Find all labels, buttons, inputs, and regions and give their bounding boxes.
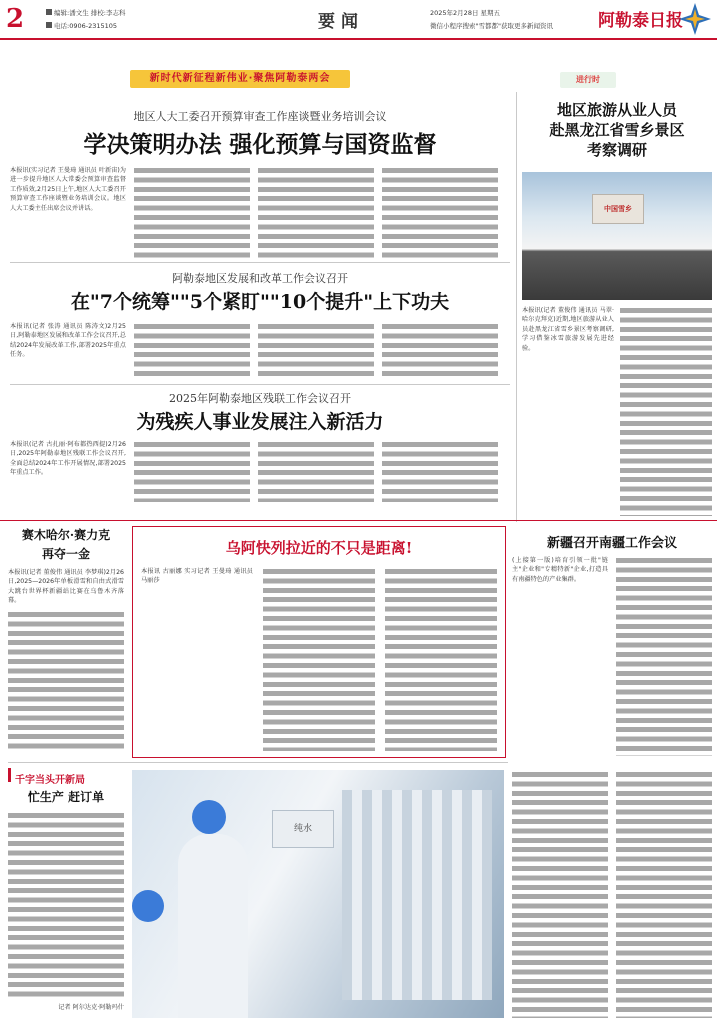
feature-headline: 乌阿快列拉近的不只是距离!	[225, 539, 413, 557]
column-divider	[516, 92, 517, 522]
worker-figure	[178, 834, 248, 1018]
divider	[10, 262, 510, 263]
article1-col2	[134, 166, 250, 258]
column-header: 千字当头开新局	[8, 768, 124, 782]
machine-label: 纯水	[272, 810, 334, 848]
article1-col3	[258, 166, 374, 258]
divider	[8, 762, 508, 763]
bottom-column	[8, 768, 124, 1018]
sidebar-headline: 地区旅游从业人员 赴黑龙江省雪乡景区 考察调研	[549, 101, 685, 159]
sidebar-body: 本报讯(记者 董俊伟 通讯员 马翠·哈尔克拜克)近期,地区旅游从业人员赴黑龙江省雪乡景区考察调研,学习借鉴冰雪旅游发展先进经验。	[522, 306, 712, 516]
date-line: 2025年2月28日 星期五	[430, 9, 501, 17]
column-byline: 记者 阿尔达克·阿勒玛什	[58, 1004, 124, 1011]
article1-headline: 学决策明办法 强化预算与国资监督	[83, 131, 437, 158]
topic-banner: 新时代新征程新伟业·聚焦阿勒泰两会	[130, 70, 350, 88]
bottom-right-col2	[616, 770, 712, 1018]
article2-body: 本报讯(记者 张涛 通讯员 陈涛文)2月25日,阿勒泰地区发展和改革工作会议召开,总结2024年发展改革工作,部署2025年重点任务。	[10, 322, 510, 380]
article3-headline: 为残疾人事业发展注入新活力	[136, 411, 384, 433]
factory-photo	[132, 770, 504, 1018]
wechat-line: 微信小程序搜索"雪都都"获取更多新闻资讯	[430, 22, 553, 30]
section-title: 要闻	[318, 12, 364, 32]
page-number: 2	[6, 4, 25, 34]
masthead	[0, 0, 717, 38]
masthead-rule	[0, 38, 717, 40]
article2-headline: 在"7个统筹""5个紧盯""10个提升"上下功夫	[70, 291, 450, 313]
worker-cap	[192, 800, 226, 834]
phone-line: 电话:0906-2315105	[46, 21, 117, 30]
article2-kicker: 阿勒泰地区发展和改革工作会议召开	[172, 272, 348, 285]
article3-kicker: 2025年阿勒泰地区残联工作会议召开	[169, 392, 351, 405]
bottom-right-col1	[512, 770, 608, 1018]
progress-tag: 进行时	[560, 72, 616, 88]
article1-body: 本报讯(实习记者 王曼琦 通讯员 叶新宙)为进一步提升地区人大常委会预算审查监督工作质效,2月25日上午,地区人大工委召开预算审查工作座谈暨业务培训会议。地区人大工委主任出席会议并讲话。	[10, 166, 510, 258]
snow-village-sign: 中国雪乡	[592, 194, 644, 224]
bottling-line	[342, 790, 492, 1000]
section-rule	[0, 520, 717, 521]
article1-kicker: 地区人大工委召开预算审查工作座谈暨业务培训会议	[133, 110, 387, 123]
feature-box: 乌阿快列拉近的不只是距离! 本报讯 古丽娜 实习记者 王曼琦 通讯员 马丽莎	[132, 526, 506, 758]
nanjiang-body: (上接第一版)培育引领一批"链主"企业和"专精特新"企业,打造具有南疆特色的产业集群。	[512, 556, 712, 756]
phone-icon	[46, 22, 52, 28]
column-headline: 忙生产 赶订单	[27, 790, 105, 804]
group-photo	[522, 172, 712, 300]
article1-col4	[382, 166, 498, 258]
brand-name: 阿勒泰日报	[598, 11, 683, 31]
article3-body: 本报讯(记者 古扎丽·阿布都热西提)2月26日,2025年阿勒泰地区残联工作会议召开,全面总结2024年工作开展情况,部署2025年重点工作。	[10, 440, 510, 502]
newspaper-logo-icon	[678, 2, 712, 36]
editor-line: 编辑:潘文生 排校:李志科	[46, 8, 125, 17]
divider	[10, 384, 510, 385]
sports-article: 赛木哈尔·赛力克 再夺一金 本报讯(记者 董俊伟 通讯员 李梦琪)2月26日,2025—2026年单板滑雪和自由式滑雪大跳台世界杯新疆站比赛在乌鲁木齐落幕。	[8, 526, 124, 760]
edit-icon	[46, 9, 52, 15]
nanjiang-headline: 新疆召开南疆工作会议	[546, 536, 677, 551]
worker-cap	[132, 890, 164, 922]
